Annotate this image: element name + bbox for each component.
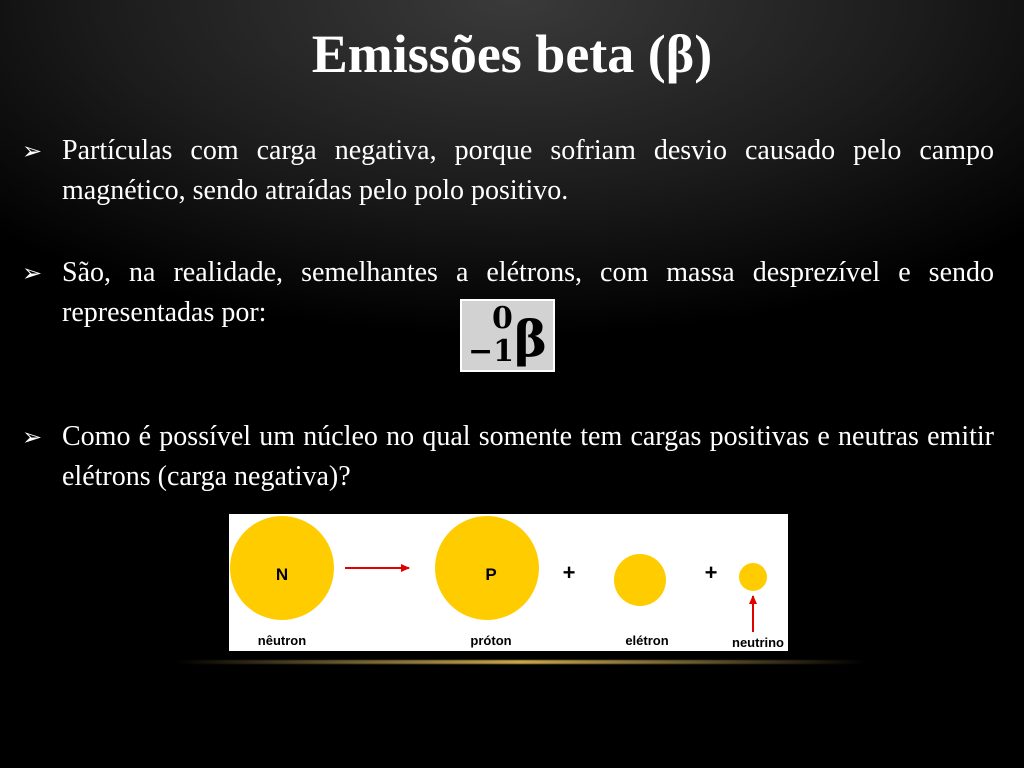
slide-title: Emissões beta (β) xyxy=(311,24,713,84)
beta-particle-formula xyxy=(460,299,555,372)
formula-superscript: 0 xyxy=(492,301,513,336)
decorative-divider xyxy=(175,660,865,664)
neutrino-label: neutrino xyxy=(732,635,784,650)
electron-particle xyxy=(614,554,666,606)
bullet-text: São, na realidade, semelhantes a elétrons, com massa desprezível e sendo representadas por: xyxy=(62,257,994,328)
formula-symbol: β xyxy=(514,309,548,368)
neutron-label: nêutron xyxy=(257,633,307,648)
proton-symbol: P xyxy=(485,565,497,584)
arrow-bullet-icon: ➢ xyxy=(22,423,43,451)
bullet-text: Como é possível um núcleo no qual somente tem cargas positivas e neutras emitir elétrons (carga negativa)? xyxy=(62,421,994,492)
neutrino-particle xyxy=(739,563,767,591)
arrow-bullet-icon: ➢ xyxy=(22,137,43,165)
arrow-bullet-icon: ➢ xyxy=(22,259,43,287)
neutron-symbol: N xyxy=(275,565,289,584)
proton-label: próton xyxy=(470,633,512,648)
electron-label: elétron xyxy=(625,633,669,648)
plus-sign: + xyxy=(562,560,576,585)
formula-subscript: −1 xyxy=(468,334,515,369)
plus-sign: + xyxy=(704,560,718,585)
bullet-text: Partículas com carga negativa, porque sofriam desvio causado pelo campo magnético, sendo atraídas pelo polo positivo. xyxy=(62,135,994,206)
bullet-item xyxy=(22,417,994,497)
bullet-item xyxy=(22,131,994,211)
beta-decay-diagram xyxy=(229,514,788,651)
